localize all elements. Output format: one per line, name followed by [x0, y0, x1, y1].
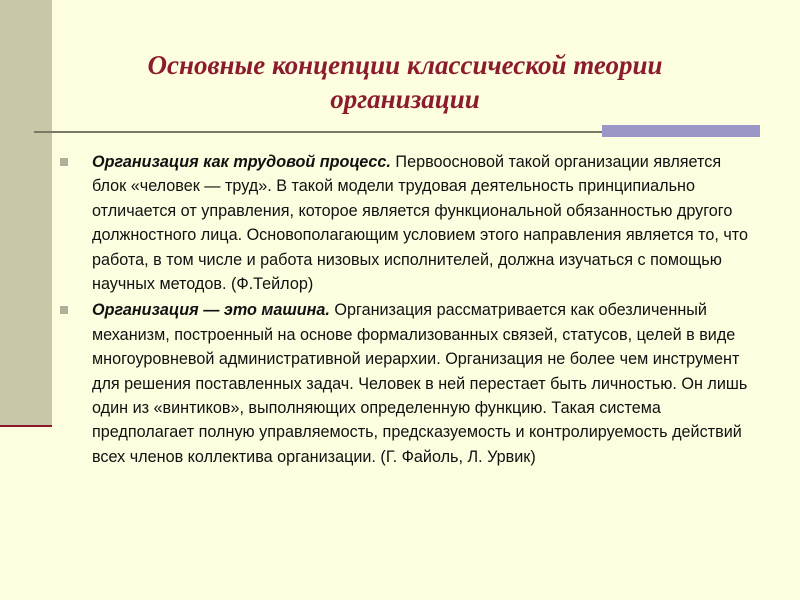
bullet-item [58, 150, 758, 296]
slide-title-line-2: организации [330, 84, 480, 114]
title-divider [34, 131, 602, 133]
decorative-side-bar [0, 0, 52, 425]
bullet-text: Организация рассматривается как обезличенный механизм, построенный на основе формализованных связей, статусов, целей в виде многоуровневой административной иерархии. Организация не более чем инструмент для решения поставленных задач. Человек в ней перестает быть личностью. Он лишь один из «винтиков», выполняющих определенную функцию. Такая система предполагает полную управляемость, предсказуемость и контролируемость действий всех членов коллектива организации. (Г. Файоль, Л. Урвик) [92, 301, 748, 466]
slide-title-line-1: Основные концепции классической теории [147, 50, 663, 80]
slide-body [58, 150, 758, 471]
bullet-item [58, 298, 758, 469]
slide-title [80, 48, 730, 116]
decorative-accent-block [602, 125, 760, 137]
decorative-side-line [0, 425, 52, 427]
square-bullet-icon [60, 158, 68, 166]
bullet-lead: Организация — это машина. [92, 301, 330, 320]
bullet-lead: Организация как трудовой процесс. [92, 153, 391, 171]
bullet-text: Первоосновой такой организации является блок «человек — труд». В такой модели трудовая деятельность принципиально отличается от управления, которое является функциональной обязанностью другого должностного лица. Основополагающим условием этого направления является то, что работа, в том числе и работа низовых исполнителей, должна изучаться с помощью научных методов. (Ф.Тейлор) [92, 153, 749, 294]
square-bullet-icon [60, 306, 68, 314]
